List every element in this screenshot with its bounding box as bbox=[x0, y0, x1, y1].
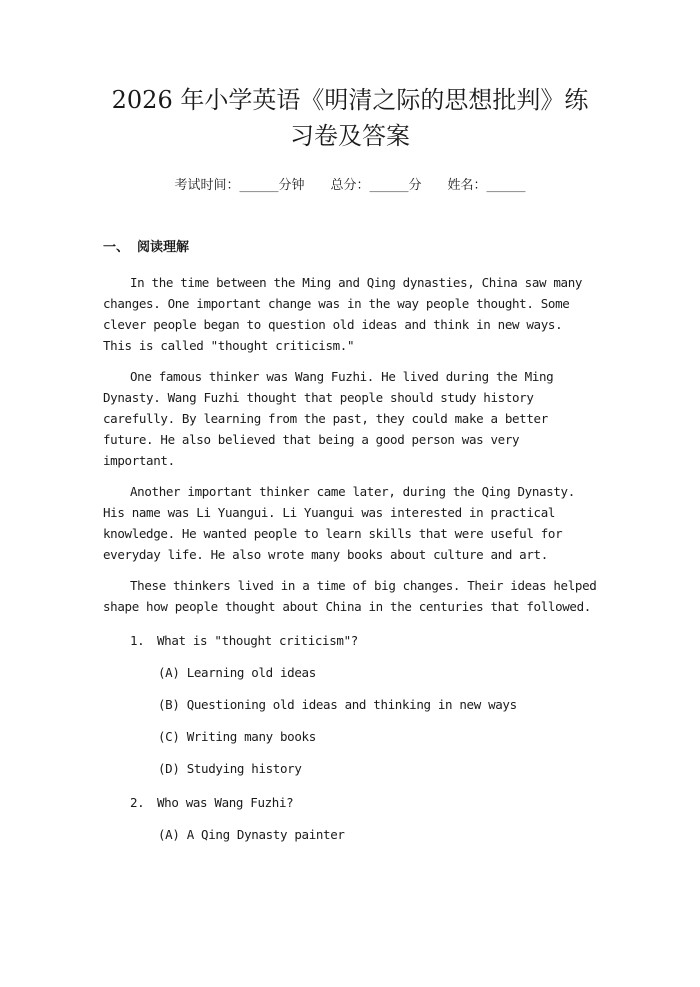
section-title: 阅读理解 bbox=[137, 240, 190, 255]
passage-paragraph: In the time between the Ming and Qing dynasties, China saw many changes. One important change was in the way people thought. Some clever people began to question old ideas and think in new ways. This is called "thought criticism." bbox=[103, 275, 583, 353]
total-score: 总分：______分 bbox=[330, 178, 422, 193]
passage-paragraph: These thinkers lived in a time of big changes. Their ideas helped shape how people thought about China in the centuries that followed. bbox=[103, 578, 597, 614]
option-a[interactable]: (A) Learning old ideas bbox=[158, 665, 316, 680]
page-title: 2026 年小学英语《明清之际的思想批判》练习卷及答案 bbox=[111, 86, 589, 150]
question-text: What is "thought criticism"? bbox=[157, 633, 358, 648]
passage-paragraph: One famous thinker was Wang Fuzhi. He lived during the Ming Dynasty. Wang Fuzhi thought that people should study history carefully. By learning from the past, they could make a better future. He also believed that being a good person was very important. bbox=[103, 369, 554, 468]
option-a[interactable]: (A) A Qing Dynasty painter bbox=[158, 827, 345, 842]
exam-time: 考试时间：______分钟 bbox=[174, 178, 305, 193]
option-d[interactable]: (D) Studying history bbox=[158, 761, 302, 776]
question-number: 1. bbox=[130, 633, 145, 648]
exam-page bbox=[0, 82, 700, 987]
question-number: 2. bbox=[130, 795, 145, 810]
passage-paragraph: Another important thinker came later, during the Qing Dynasty. His name was Li Yuangui. Li Yuangui was interested in practical knowledge. He wanted people to learn skills that were useful for everyday life. He also wrote many books about culture and art. bbox=[103, 484, 575, 562]
question-2 bbox=[103, 793, 597, 813]
question-1 bbox=[103, 631, 597, 651]
section-heading bbox=[103, 238, 597, 258]
question-text: Who was Wang Fuzhi? bbox=[157, 795, 294, 810]
exam-meta bbox=[103, 176, 597, 196]
option-c[interactable]: (C) Writing many books bbox=[158, 729, 316, 744]
student-name: 姓名：______ bbox=[447, 178, 526, 193]
section-number: 一、 bbox=[103, 240, 130, 255]
option-b[interactable]: (B) Questioning old ideas and thinking in new ways bbox=[158, 697, 517, 712]
